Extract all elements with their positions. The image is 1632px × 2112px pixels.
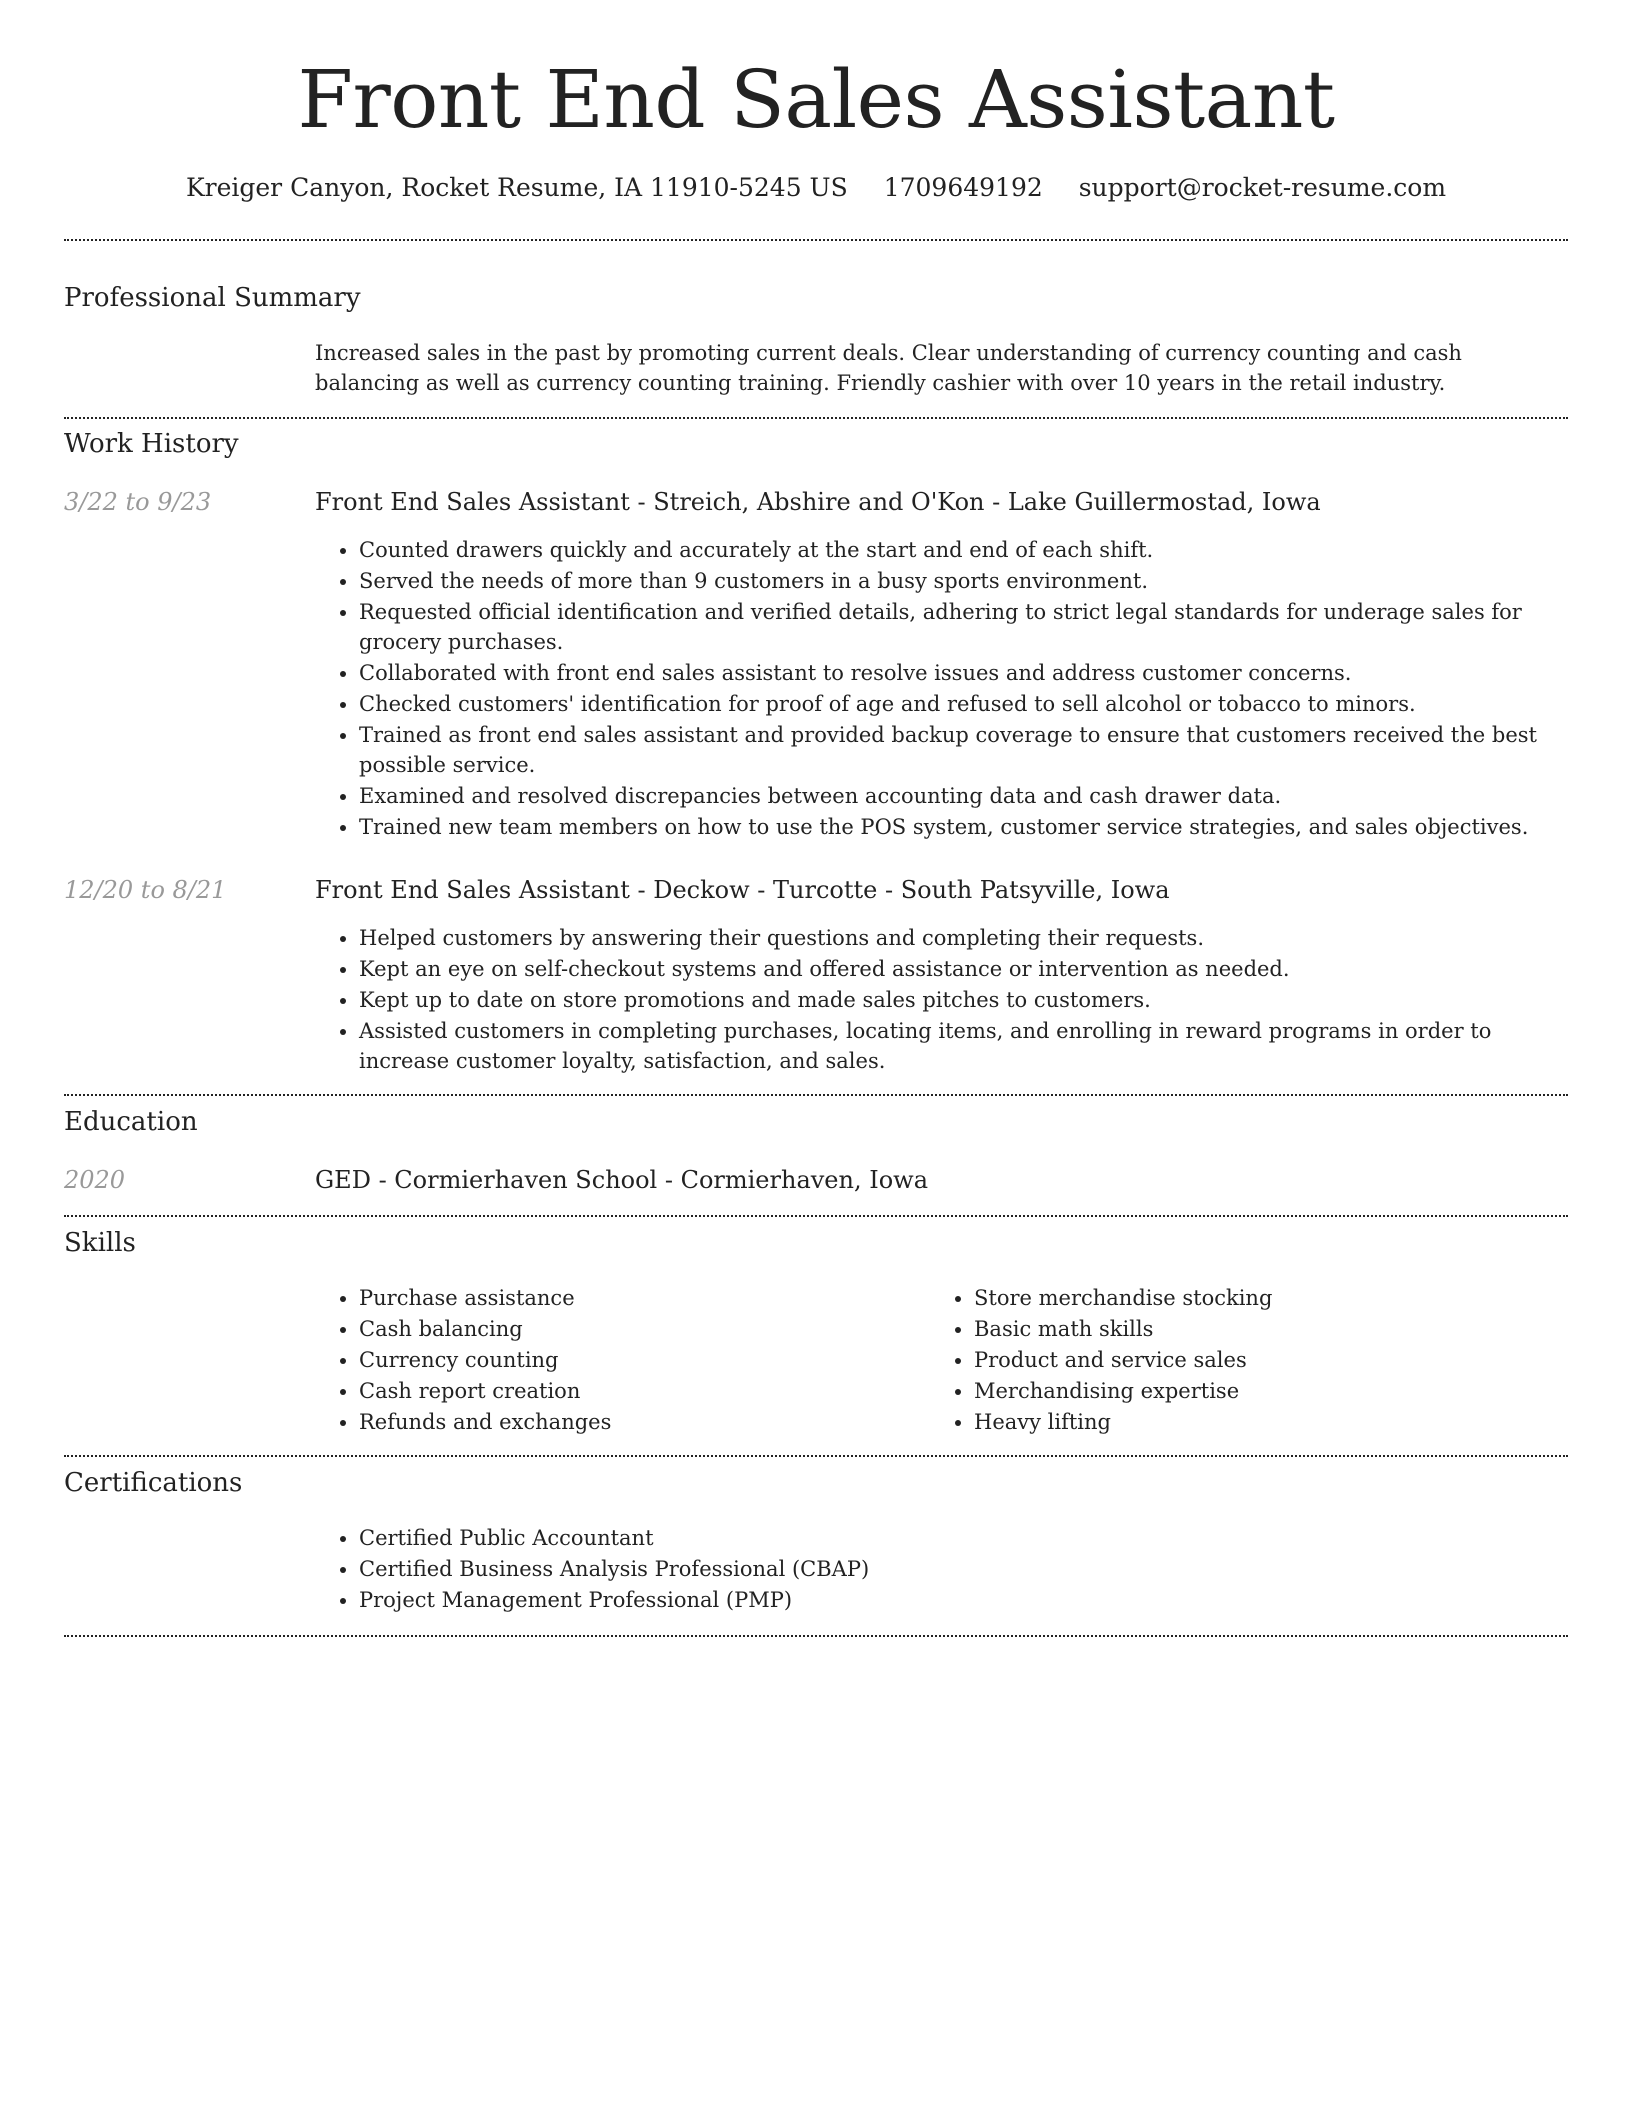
list-item: • Heavy lifting bbox=[974, 1407, 1568, 1437]
contact-email: support@rocket-resume.com bbox=[1078, 173, 1447, 202]
job-dates: 12/20 to 8/21 bbox=[64, 876, 227, 904]
list-item: • Collaborated with front end sales assistant to resolve issues and address customer concerns. bbox=[359, 658, 1568, 688]
list-item: • Counted drawers quickly and accurately at the start and end of each shift. bbox=[359, 535, 1568, 565]
education-heading: Education bbox=[64, 1107, 198, 1137]
list-item: • Refunds and exchanges bbox=[359, 1407, 930, 1437]
list-item: • Requested official identification and verified details, adhering to strict legal standards for underage sales for grocery purchases. bbox=[359, 597, 1568, 657]
list-item: • Kept an eye on self-checkout systems and offered assistance or intervention as needed. bbox=[359, 954, 1568, 984]
list-item: • Project Management Professional (PMP) bbox=[359, 1585, 1568, 1615]
summary-text: Increased sales in the past by promoting current deals. Clear understanding of currency counting and cash balancing as well as currency counting training. Friendly cashier with over 10 years in the retail industry. bbox=[315, 341, 1462, 395]
skills-list-left bbox=[315, 1283, 930, 1438]
list-item: • Helped customers by answering their questions and completing their requests. bbox=[359, 923, 1568, 953]
contact-phone: 1709649192 bbox=[883, 173, 1043, 202]
list-item: • Trained new team members on how to use the POS system, customer service strategies, and sales objectives. bbox=[359, 812, 1568, 842]
list-item: • Cash balancing bbox=[359, 1314, 930, 1344]
work-history-heading: Work History bbox=[64, 429, 239, 459]
education-year: 2020 bbox=[64, 1166, 126, 1194]
list-item: • Certified Business Analysis Professional (CBAP) bbox=[359, 1554, 1568, 1584]
skills-list-right bbox=[930, 1283, 1568, 1438]
job-heading: Front End Sales Assistant - Streich, Abshire and O'Kon - Lake Guillermostad, Iowa bbox=[315, 488, 1321, 516]
summary-heading: Professional Summary bbox=[64, 283, 361, 313]
divider bbox=[64, 417, 1568, 419]
list-item: • Assisted customers in completing purchases, locating items, and enrolling in reward programs in order to increase customer loyalty, satisfaction, and sales. bbox=[359, 1016, 1568, 1076]
list-item: • Checked customers' identification for proof of age and refused to sell alcohol or tobacco to minors. bbox=[359, 689, 1568, 719]
list-item: • Served the needs of more than 9 customers in a busy sports environment. bbox=[359, 566, 1568, 596]
list-item: • Purchase assistance bbox=[359, 1283, 930, 1313]
list-item: • Certified Public Accountant bbox=[359, 1523, 1568, 1553]
list-item: • Store merchandise stocking bbox=[974, 1283, 1568, 1313]
divider bbox=[64, 1455, 1568, 1457]
job-dates: 3/22 to 9/23 bbox=[64, 488, 212, 516]
list-item: • Currency counting bbox=[359, 1345, 930, 1375]
divider bbox=[64, 239, 1568, 241]
contact-address: Kreiger Canyon, Rocket Resume, IA 11910-5245 US bbox=[185, 173, 848, 202]
contact-line bbox=[64, 170, 1568, 206]
list-item: • Cash report creation bbox=[359, 1376, 930, 1406]
skills-heading: Skills bbox=[64, 1228, 136, 1258]
certifications-heading: Certifications bbox=[64, 1468, 243, 1498]
education-entry: GED - Cormierhaven School - Cormierhaven, Iowa bbox=[315, 1166, 929, 1194]
certifications-list bbox=[315, 1523, 1568, 1616]
divider bbox=[64, 1094, 1568, 1096]
list-item: • Examined and resolved discrepancies between accounting data and cash drawer data. bbox=[359, 781, 1568, 811]
list-item: • Trained as front end sales assistant and provided backup coverage to ensure that customers received the best possible service. bbox=[359, 720, 1568, 780]
job-bullets bbox=[315, 923, 1568, 1077]
list-item: • Kept up to date on store promotions and made sales pitches to customers. bbox=[359, 985, 1568, 1015]
list-item: • Product and service sales bbox=[974, 1345, 1568, 1375]
job-heading: Front End Sales Assistant - Deckow - Turcotte - South Patsyville, Iowa bbox=[315, 876, 1170, 904]
candidate-name: Front End Sales Assistant bbox=[297, 53, 1335, 146]
list-item: • Merchandising expertise bbox=[974, 1376, 1568, 1406]
divider bbox=[64, 1635, 1568, 1637]
job-bullets bbox=[315, 535, 1568, 843]
divider bbox=[64, 1215, 1568, 1217]
list-item: • Basic math skills bbox=[974, 1314, 1568, 1344]
